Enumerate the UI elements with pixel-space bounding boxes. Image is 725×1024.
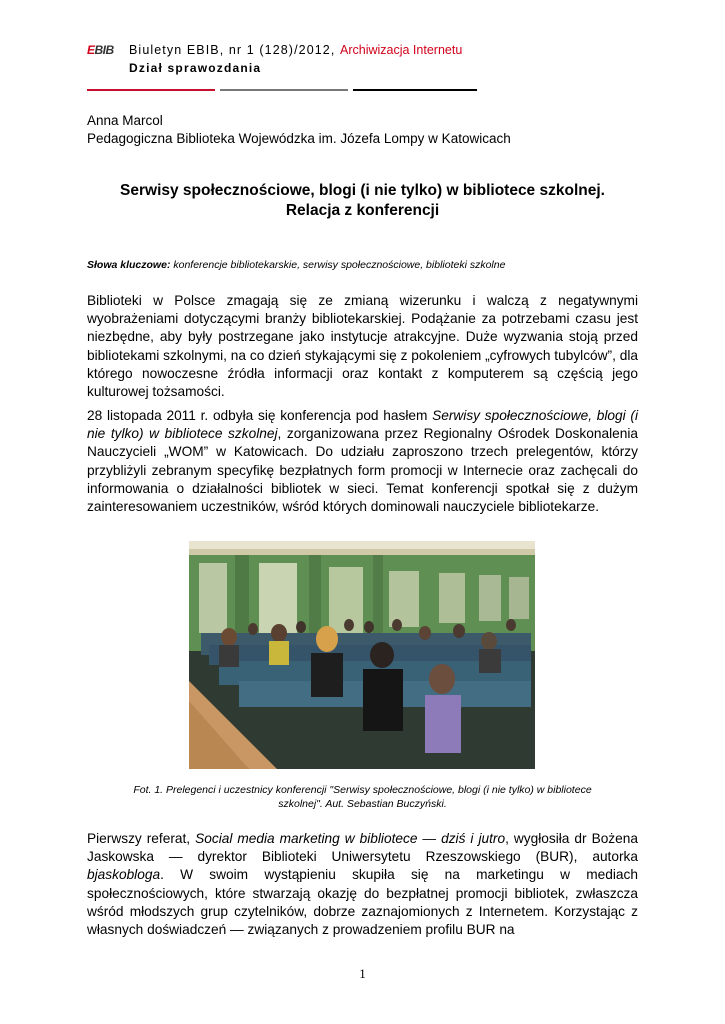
divider-gray — [220, 89, 348, 91]
ebib-logo: EBIB — [87, 43, 114, 57]
section-link[interactable]: Archiwizacja Internetu — [340, 43, 463, 57]
keywords: Słowa kluczowe: konferencje bibliotekarskie, serwisy społecznościowe, biblioteki szkolne — [87, 259, 506, 271]
paragraph-conference: 28 listopada 2011 r. odbyła się konferencja pod hasłem Serwisy społecznościowe, blogi (i nie tylko) w bibliotece szkolnej, zorganizowana przez Regionalny Ośrodek Doskonalenia Nauczycieli „WOM” w Katowicach. Do udziału zaproszono trzech prelegentów, którzy przybliżyli zebranym specyfikę bezpłatnych form promocji w Internecie oraz zachęcali do informowania o działalności bibliotek w sieci. Temat konferencji spotkał się z dużym zainteresowaniem uczestników, wśród których dominowali nauczyciele bibliotekarze. — [87, 408, 638, 515]
author-institution: Pedagogiczna Biblioteka Wojewódzka im. Józefa Lompy w Katowicach — [87, 131, 511, 146]
bulletin-section: Dział sprawozdania — [129, 61, 262, 75]
divider-red — [87, 89, 215, 91]
article-title: Serwisy społecznościowe, blogi (i nie tylko) w bibliotece szkolnej. Relacja z konferencji — [120, 182, 605, 219]
page-number: 1 — [359, 966, 366, 981]
conference-audience-illustration — [189, 541, 535, 769]
photo-caption: Fot. 1. Prelegenci i uczestnicy konferencji "Serwisy społecznościowe, blogi (i nie tylko) w bibliotece szkolnej". Aut. Sebastian Buczyński. — [133, 784, 592, 810]
divider-black — [353, 89, 477, 91]
paragraph-first-talk: Pierwszy referat, Social media marketing w bibliotece — dziś i jutro, wygłosiła dr Bożena Jaskowska — dyrektor Biblioteki Uniwersytetu Rzeszowskiego (BUR), autorka bjaskobloga. W swoim wystąpieniu skupiła się na marketingu w mediach społecznościowych, które stwarzają okazję do bezpłatnej promocji bibliotek, zwłaszcza wśród młodszych grup czytelników, dobrze zaznajomionych z Internetem. Korzystając z własnych doświadczeń — związanych z prowadzeniem profilu BUR na — [87, 831, 638, 938]
conference-photo — [189, 541, 535, 769]
author-name: Anna Marcol — [87, 113, 163, 128]
author-block — [87, 112, 511, 148]
header-divider — [87, 89, 477, 91]
paragraph-intro: Biblioteki w Polsce zmagają się ze zmianą wizerunku i walczą z negatywnymi wyobrażeniami dotyczącymi branży bibliotekarskiej. Podążanie za potrzebami czasu jest niezbędne, aby były postrzegane jako instytucje atrakcyjne. Duże wyzwania stoją przed bibliotekami szkolnymi, na co dzień stykającymi się z pokoleniem „cyfrowych tubylców”, dla którego nowoczesne źródła informacji oraz kontakt z komputerem są częścią jego kulturowej tożsamości. — [87, 293, 638, 400]
bulletin-issue: Biuletyn EBIB, nr 1 (128)/2012, Archiwizacja Internetu — [129, 43, 463, 57]
